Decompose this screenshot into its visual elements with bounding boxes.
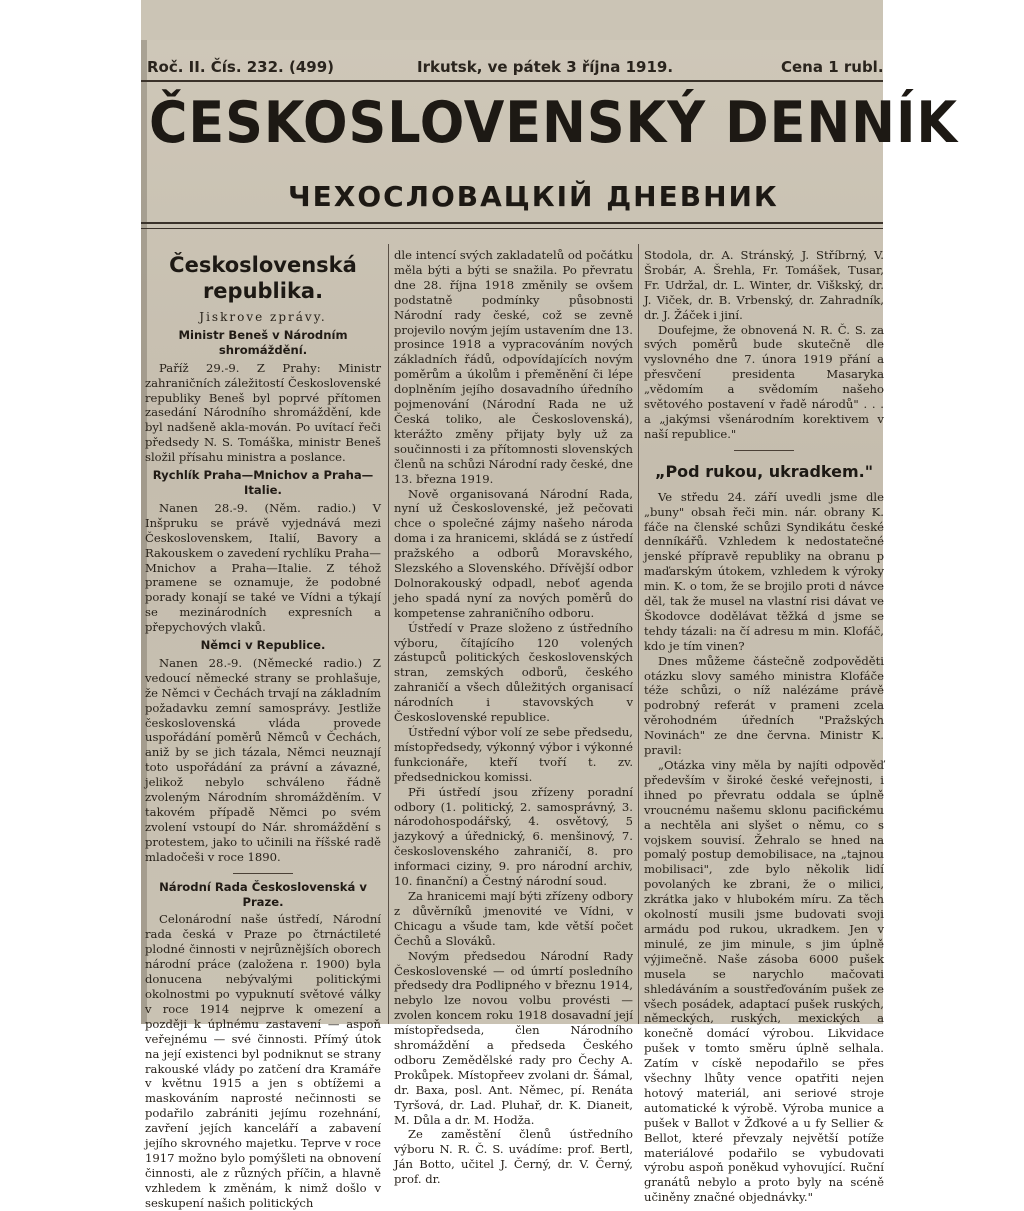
masthead-rule-2: [141, 228, 883, 229]
newspaper-page: [141, 0, 958, 1210]
header-rule-top: [141, 80, 883, 82]
col2-paragraph-2: Nově organisovaná Národní Rada, nyní už Československé, jež pečovati chce o společné zájmy našeho národa doma i za hranicemi, skládá se z ústředí pražského a odborů Moravského, Slezského a Slovenského. Dřívější odbor Dolnorakouský odpadl, neboť agenda jeho spadá nyní za nových poměrů do kompetense zahraničního odboru.: [394, 486, 633, 620]
article-nemci: Nanen 28.-9. (Německé radio.) Z vedoucí německé strany se prohlašuje, že Němci v Čechách trvají na základním požadavku zemní samosprávy. Jestliže československá vláda provede uspořádání poměrů Němců v Čechách, aniž by se jich tázala, Němci neuznají toto uspořádání za právní a závazné, jelikož nebylo schváleno řádně zvoleným Národním shromážděním. V takovém případě Němci po svém zvolení vstoupí do Nár. shromáždění s protestem, jako to učinili na říšské radě mladočeši v roce 1890.: [145, 655, 381, 864]
col3-paragraph-5: „Otázka viny měla by najíti odpověď především v široké české veřejnosti, i ihned po převratu oddala se úplně vroucnému našemu sklonu pacifickému a nechtěla ani slyšet o němu, co s vojskem souvisí. Žehralo se hned na pomalý postup demobilisace, na „tajnou mobilisaci", zde bylo několik lidí povolaných ke zbrani, že o milici, zkrátka jako v hlubokém míru. Za těch okolností musili jsme budovati svoji armádu pod rukou, ukradkem. Jen v minulé, ze jim minule, s jim úplně výjimečně. Naše zásoba 6000 pušek musela se narychlo mačovati shledáváním a soustřeďováním pušek ze všech posádek, adaptací pušek ruských, německých, ruských, mexických a konečně domácí výrobou. Likvidace pušek v tomto směru úplně selhala. Zatím v cískě nepodařilo se přes všechny lhůty vence opatřiti nejen hotový materiál, ani seriové stroje automatické k výrobě. Výroba munice a pušek v Ballot v Žďkové a u fy Sellier & Bellot, které převzaly největší potíže materiálové podařilo se vybudovati výrobu aspoň poněkud vyhovující. Ruční granátů nebylo a proto byly na scéně učiněny značné objednávky.": [644, 758, 884, 1205]
article-separator: [734, 450, 794, 451]
col2-paragraph-5: Při ústředí jsou zřízeny poradní odbory (1. politický, 2. samosprávný, 3. národohospodářský, 4. osvětový, 5 jazykový a úřednický, 6. menšinový, 7. československého zahraničí, 8. pro informaci ciziny, 9. pro národní archiv, 10. finanční) a Čestný národní soud.: [394, 784, 633, 889]
headline-pod-rukou: „Pod rukou, ukradkem.": [654, 461, 874, 481]
column-divider-2: [638, 244, 639, 1024]
col3-paragraph-1: Stodola, dr. A. Stránský, J. Stříbrný, V. Šrobár, A. Šrehla, Fr. Tomášek, Tusar, Fr. Udržal, dr. L. Winter, dr. Viškský, dr. J. Viček, dr. B. Vrbenský, dr. Zahradník, dr. J. Žáček i jiní.: [644, 248, 884, 322]
article-narodni-rada: Celonárodní naše ústředí, Národní rada česká v Praze po čtrnáctileté plodné činnosti v nejrůznějších oborech národní práce (založena r. 1900) byla donucena nebývalými politickými okolnostmi po vypuknutí světové války v roce 1914 nejprve k omezení a později k úplnému zastavení — aspoň veřejnému — své činnosti. Přímý útok na její existenci byl podniknut se strany rakouské vlády po zatčení dra Kramáře v květnu 1915 a jen s obtížemi a maskováním naprosté nečinnosti se podařilo zabrániti jejímu rozehnání, zavření jejích kanceláří a zabavení jejího skrovného majetku. Teprve v roce 1917 možno bylo pomýšleti na obnovení činnosti, ale z různých příčin, a hlavně vzhledem k změnám, k nimž došlo v seskupení našich politických: [145, 912, 381, 1210]
masthead-title: ČESKOSLOVENSKÝ DENNÍK: [149, 90, 958, 156]
col2-paragraph-7: Novým předsedou Národní Rady Československé — od úmrtí posledního předsedy dra Podlipného v březnu 1914, nebylo lze novou volbu provésti — zvolen koncem roku 1918 dosavadní její místopředseda, člen Národního shromáždění a předseda Českého odboru Zemědělské rady pro Čechy A. Prokůpek. Místopřeev zvolani dr. Šámal, dr. Baxa, posl. Ant. Němec, pí. Renáta Tyršová, dr. Lad. Pluhař, dr. K. Dianeit, M. Důla a dr. M. Hodža.: [394, 948, 633, 1127]
col2-paragraph-1: dle intencí svých zakladatelů od počátku měla býti a býti se snažila. Po převratu dne 28. října 1918 změnily se ovšem podstatně podmínky působnosti Národní rady české, což se zevně projevilo novým jejím ustavením dne 13. prosince 1918 a vypracováním nových základních řádů, odpovídajících novým poměrům a úkolům i přeměnění či lépe doplněním jejího dosavadního úředního pojmenování (Národní Rada ne už Česká toliko, ale Československá), kterážto změny přijaty byly už za součinnosti i za přítomnosti slovenských členů na schůzi Národní rady české, dne 13. března 1919.: [394, 248, 633, 486]
masthead-rule-1: [141, 222, 883, 224]
column-divider-1: [388, 244, 389, 1024]
subhead-rychlik: Rychlík Praha—Mnichov a Praha—Italie.: [152, 468, 374, 497]
article-benes: Paříž 29.-9. Z Prahy: Ministr zahraničních záležitostí Československé republiky Beneš byl poprvé přítomen zasedání Národního shromáždění, kde byl nadšeně akla-mován. Po uvítací řeči předsedy N. S. Tomáška, ministr Beneš složil přísahu ministra a poslance.: [145, 360, 381, 465]
subhead-narodni-rada: Národní Rada Československá v Praze.: [159, 879, 367, 909]
column-1: [145, 248, 382, 1210]
column-2: [394, 248, 633, 1187]
subhead-nemci: Němci v Republice.: [200, 638, 326, 653]
dateline: Irkutsk, ve pátek 3 října 1919.: [417, 58, 674, 76]
section-jiskrove-zpravy: Jiskrove zprávy.: [199, 310, 327, 324]
col3-paragraph-2: Doufejme, že obnovená N. R. Č. S. za svých poměrů bude skutečně dle vyslovného dne 7. února 1919 přání a přesvčení presidenta Masaryka „vědomím a svědomím našeho světového postavení v řadě národů" . . . a „jakýmsi všenárodním korektivem v naší republice.": [644, 322, 884, 441]
price: Cena 1 rubl.: [781, 58, 884, 76]
col2-paragraph-4: Ústřední výbor volí ze sebe předsedu, místopředsedy, výkonný výbor i výkonné funkcionáře, kteří tvoří t. zv. předsednickou komissi.: [394, 725, 633, 784]
article-separator: [233, 873, 293, 874]
col2-paragraph-3: Ústředí v Praze složeno z ústředního výboru, čítajícího 120 volených zástupců politických československých stran, zemských odborů, českého zahraničí a všech důležitých organisací národních i stavovských v Československé republice.: [394, 620, 633, 725]
col3-paragraph-4: Dnes můžeme částečně zodpověděti otázku slovy samého ministra Klofáče téže schůzi, o níž nalézáme právě podrobný referát v prameni zcela věrohodném úředních "Pražských Novinách" ze dne června. Ministr K. pravil:: [644, 653, 884, 758]
article-rychlik: Nanen 28.-9. (Něm. radio.) V Inšpruku se právě vyjednává mezi Československem, Italií, Bavory a Rakouskem o zavedení rychlíku Praha—Mnichov a Praha—Italie. Z téhož pramene se oznamuje, že podobné porady konají se také ve Vídni a týkají se mezinárodních expresních a přepychových vlaků.: [145, 500, 382, 635]
subhead-benes: Ministr Beneš v Národním shromáždění.: [178, 327, 348, 357]
col2-paragraph-6: Za hranicemi mají býti zřízeny odbory z důvěrníků jmenovité ve Vídni, v Chicagu a všude tam, kde větší počet Čechů a Slováků.: [394, 888, 633, 948]
column-3: [644, 248, 884, 1205]
col2-paragraph-8: Ze zaměstění členů ústředního výboru N. R. Č. S. uvádíme: prof. Bertl, Ján Botto, učitel J. Černý, dr. V. Černý, prof. dr.: [394, 1127, 633, 1187]
issue-number: Roč. II. Čís. 232. (499): [147, 58, 335, 76]
masthead-subtitle: ЧЕХОСЛОВАЦКІЙ ДНЕВНИК: [288, 180, 779, 213]
headline-republika: Československá republika.: [169, 253, 357, 303]
top-strip: [141, 0, 883, 40]
col3-paragraph-3: Ve středu 24. září uvedli jsme dle „buny" obsah řeči min. nár. obrany K. fáče na členské schůzi Syndikátu české denníkářů. Vzhledem k nedostatečné jenské přípravě republiky na obranu p maďarským útokem, vzhledem k výroky min. K. o tom, že se brojilo proti d návce děl, tak že musel na vlastní risi dávat ve Škodovce dodělávat těžká d jsme se tehdy tázali: na čí adresu m min. Klofáč, kdo je tím vinen?: [644, 489, 884, 653]
